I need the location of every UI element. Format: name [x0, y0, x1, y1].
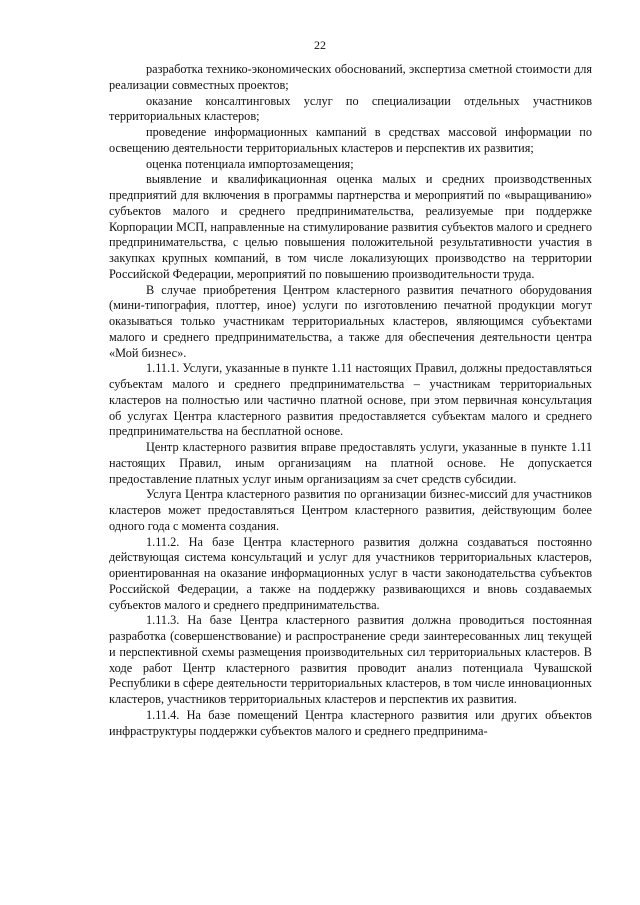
paragraph: оценка потенциала импортозамещения;: [146, 156, 354, 171]
paragraph: 1.11.3. На базе Центра кластерного развития должна проводиться постоянная разработка (совершенствование) и распространение среди заинтересованных лиц текущей и перспективной схемы размещения производительных сил территориальных кластеров. В ходе работ Центр кластерного развития проводит анализ потенциала Чувашской Республики в сфере деятельности территориальных кластеров, в том числе инновационных кластеров, участников территориальных кластеров и перспектив их развития.: [109, 613, 592, 706]
paragraph: Центр кластерного развития вправе предоставлять услуги, указанные в пункте 1.11 настоящих Правил, иным организациям на платной основе. Не допускается предоставление платных услуг иным организациям за счет средств субсидии.: [109, 440, 592, 486]
paragraph: разработка технико-экономических обоснований, экспертиза сметной стоимости для реализации совместных проектов;: [109, 62, 592, 92]
paragraph: 1.11.4. На базе помещений Центра кластерного развития или других объектов инфраструктуры поддержки субъектов малого и среднего предпринима-: [109, 707, 592, 738]
document-body: [109, 62, 592, 739]
paragraph: 1.11.1. Услуги, указанные в пункте 1.11 настоящих Правил, должны предоставляться субъектам малого и среднего предпринимательства – участникам территориальных кластеров на полностью или частично платной основе, при этом первичная консультация об услугах Центра кластерного развития предоставляется субъектам малого и среднего предпринимательства на бесплатной основе.: [109, 361, 592, 439]
paragraph: оказание консалтинговых услуг по специализации отдельных участников территориальных кластеров;: [109, 93, 592, 124]
paragraph: В случае приобретения Центром кластерного развития печатного оборудования (мини-типография, плоттер, иное) услуги по изготовлению печатной продукции могут оказываться только участникам территориальных кластеров, являющимся субъектами малого и среднего предпринимательства, а также для обеспечения деятельности центра «Мой бизнес».: [109, 282, 592, 360]
page-number: 22: [314, 38, 326, 52]
paragraph: 1.11.2. На базе Центра кластерного развития должна создаваться постоянно действующая система консультаций и услуг для участников территориальных кластеров, ориентированная на оказание информационных услуг в части законодательства субъектов Российской Федерации, а также на поддержку развивающихся и вновь создаваемых субъектов малого и среднего предпринимательства.: [109, 534, 592, 612]
paragraph: Услуга Центра кластерного развития по организации бизнес-миссий для участников кластеров может предоставляться Центром кластерного развития, действующим более одного года с момента создания.: [109, 487, 592, 533]
paragraph: выявление и квалификационная оценка малых и средних производственных предприятий для включения в программы партнерства и мероприятий по «выращиванию» субъектов малого и среднего предпринимательства, реализуемые при поддержке Корпорации МСП, направленные на стимулирование развития субъектов малого и среднего предпринимательства, с целью повышения положительной результативности участия в закупках крупных компаний, в том числе локализующих производство на территории Российской Федерации, мероприятий по повышению производительности труда.: [109, 172, 592, 281]
paragraph: проведение информационных кампаний в средствах массовой информации по освещению деятельности территориальных кластеров и перспектив их развития;: [109, 125, 592, 155]
